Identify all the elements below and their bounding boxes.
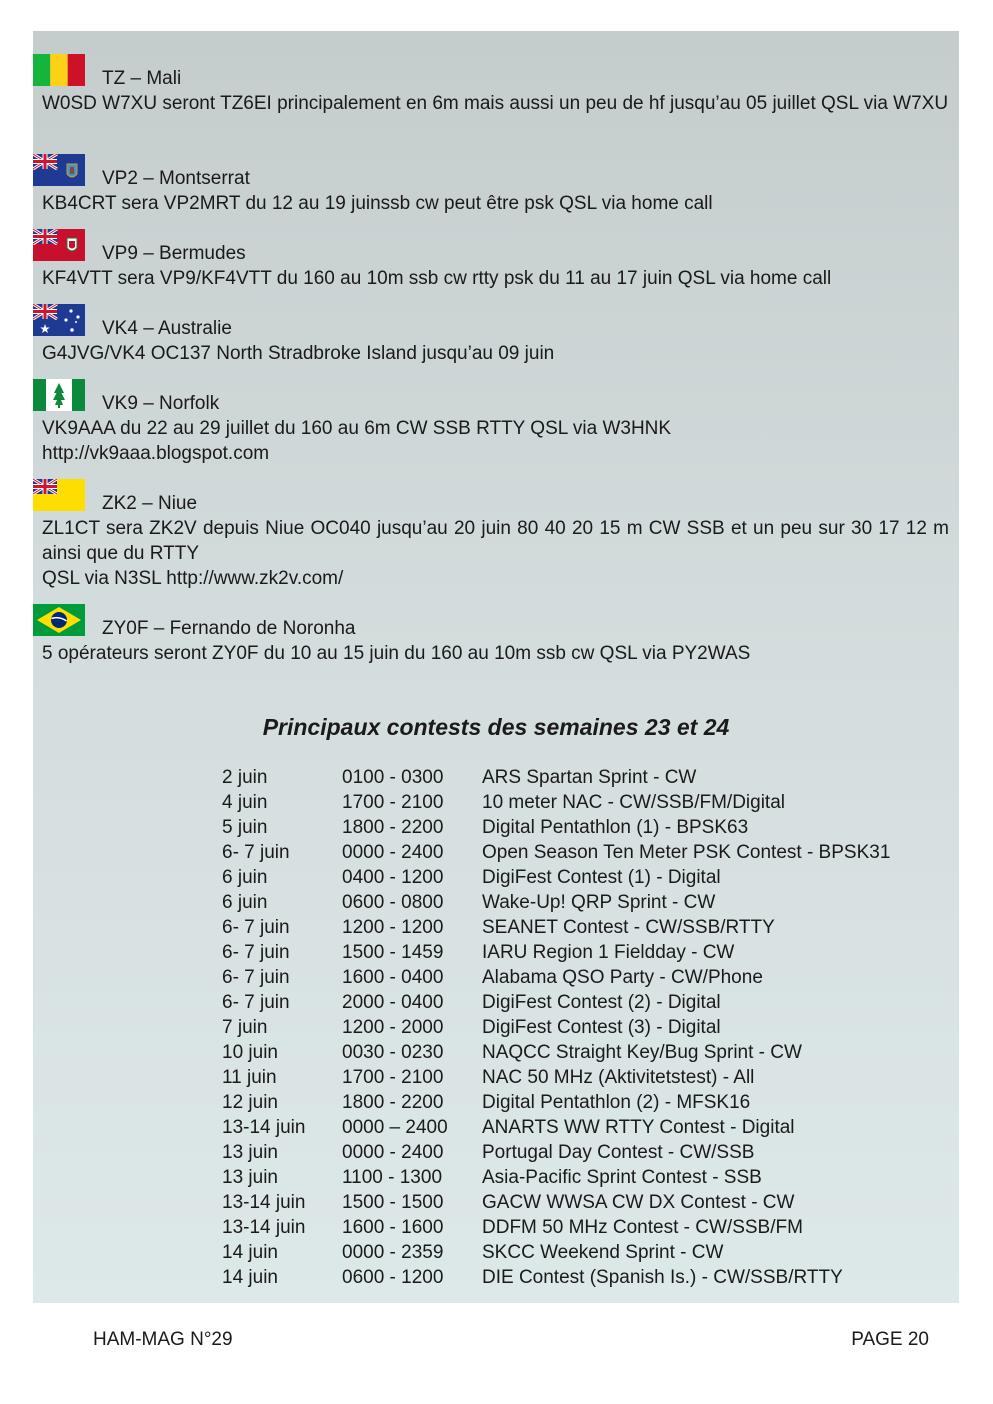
dx-entry-text [42,641,949,666]
dx-entry-text [42,91,949,116]
australia-flag-icon [33,304,85,336]
bermuda-flag-icon [33,229,85,261]
dx-entry-line: KF4VTT sera VP9/KF4VTT du 160 au 10m ssb cw rtty psk du 11 au 17 juin QSL via home call [42,268,832,289]
contest-name: Wake-Up! QRP Sprint - CW [482,892,716,913]
contest-date: 12 juin [222,1092,278,1113]
contest-date: 13-14 juin [222,1217,306,1238]
contest-date: 2 juin [222,767,268,788]
dx-entry-heading: VP2 – Montserrat [102,168,250,189]
contest-date: 7 juin [222,1017,268,1038]
contest-date: 6- 7 juin [222,942,290,963]
contest-name: DDFM 50 MHz Contest - CW/SSB/FM [482,1217,803,1238]
contest-date: 10 juin [222,1042,278,1063]
contest-time: 1600 - 1600 [342,1217,444,1238]
contest-name: Portugal Day Contest - CW/SSB [482,1142,755,1163]
contest-date: 6 juin [222,867,268,888]
contest-date: 6- 7 juin [222,917,290,938]
contest-time: 1700 - 2100 [342,792,444,813]
contest-name: Alabama QSO Party - CW/Phone [482,967,763,988]
contest-time: 1600 - 0400 [342,967,444,988]
contest-time: 1200 - 2000 [342,1017,444,1038]
contest-name: NAC 50 MHz (Aktivitetstest) - All [482,1067,755,1088]
contest-date: 5 juin [222,817,268,838]
contest-name: DigiFest Contest (1) - Digital [482,867,721,888]
dx-entry-line: W0SD W7XU seront TZ6EI principalement en 6m mais aussi un peu de hf jusqu’au 05 juillet QSL via W7XU [42,93,949,114]
contest-date: 6- 7 juin [222,842,290,863]
contest-name: Digital Pentathlon (1) - BPSK63 [482,817,749,838]
contest-date: 11 juin [222,1067,277,1088]
contest-name: SEANET Contest - CW/SSB/RTTY [482,917,775,938]
contest-time: 1800 - 2200 [342,817,444,838]
contest-name: IARU Region 1 Fieldday - CW [482,942,735,963]
dx-entry-heading: ZY0F – Fernando de Noronha [102,618,356,639]
dx-entry-heading: TZ – Mali [102,68,182,89]
dx-entry-line: VK9AAA du 22 au 29 juillet du 160 au 6m CW SSB RTTY QSL via W3HNK [42,418,672,439]
dx-entry-text [42,341,949,366]
contest-name: Asia-Pacific Sprint Contest - SSB [482,1167,762,1188]
contest-time: 1700 - 2100 [342,1067,444,1088]
contest-name: GACW WWSA CW DX Contest - CW [482,1192,795,1213]
dx-entry-line: QSL via N3SL http://www.zk2v.com/ [42,568,344,589]
contest-date: 13-14 juin [222,1117,306,1138]
contest-time: 0000 - 2400 [342,842,444,863]
brazil-flag-icon [33,604,85,636]
contest-date: 6- 7 juin [222,992,290,1013]
contest-name: SKCC Weekend Sprint - CW [482,1242,724,1263]
footer-page-number: PAGE 20 [851,1329,929,1350]
contest-time: 1200 - 1200 [342,917,444,938]
dx-entry-text [42,416,949,466]
niue-flag-icon [33,479,85,511]
dx-entry-line: 5 opérateurs seront ZY0F du 10 au 15 juin du 160 au 10m ssb cw QSL via PY2WAS [42,643,751,664]
dx-entry-line: ZL1CT sera ZK2V depuis Niue OC040 jusqu’au 20 juin 80 40 20 15 m CW SSB et un peu sur 30 17 12 m ainsi que du RTTY [42,518,949,564]
contest-time: 0600 - 0800 [342,892,444,913]
footer-magazine: HAM-MAG N°29 [93,1329,233,1350]
dx-entry-text [42,191,949,216]
dx-entry-heading: VK4 – Australie [102,318,232,339]
contest-date: 6 juin [222,892,268,913]
dx-entry-url: http://vk9aaa.blogspot.com [42,443,270,464]
contest-date: 13-14 juin [222,1192,306,1213]
contest-time: 1500 - 1459 [342,942,444,963]
contest-name: DigiFest Contest (2) - Digital [482,992,721,1013]
contest-name: Digital Pentathlon (2) - MFSK16 [482,1092,751,1113]
dx-entry-text [42,266,949,291]
contest-name: ARS Spartan Sprint - CW [482,767,697,788]
dx-entry-line: G4JVG/VK4 OC137 North Stradbroke Island jusqu’au 09 juin [42,343,555,364]
contest-time: 0000 – 2400 [342,1117,448,1138]
contest-date: 13 juin [222,1167,278,1188]
content-panel [33,31,959,1303]
contest-date: 14 juin [222,1242,278,1263]
contest-time: 1800 - 2200 [342,1092,444,1113]
montserrat-flag-icon [33,154,85,186]
contest-name: DIE Contest (Spanish Is.) - CW/SSB/RTTY [482,1267,843,1288]
contest-date: 6- 7 juin [222,967,290,988]
dx-entry-heading: ZK2 – Niue [102,493,198,514]
contest-time: 1100 - 1300 [342,1167,443,1188]
contest-date: 4 juin [222,792,268,813]
dx-entry-line: KB4CRT sera VP2MRT du 12 au 19 juinssb cw peut être psk QSL via home call [42,193,713,214]
dx-entry-heading: VK9 – Norfolk [102,393,220,414]
contest-time: 0400 - 1200 [342,867,444,888]
dx-entry-text [42,516,949,591]
norfolk-flag-icon [33,379,85,411]
contest-time: 0100 - 0300 [342,767,444,788]
mali-flag-icon [33,54,85,86]
contest-time: 0000 - 2359 [342,1242,444,1263]
contest-time: 2000 - 0400 [342,992,444,1013]
contest-name: 10 meter NAC - CW/SSB/FM/Digital [482,792,785,813]
contest-date: 14 juin [222,1267,278,1288]
dx-entry-heading: VP9 – Bermudes [102,243,246,264]
contest-time: 0030 - 0230 [342,1042,444,1063]
contest-name: Open Season Ten Meter PSK Contest - BPSK31 [482,842,891,863]
contest-time: 1500 - 1500 [342,1192,444,1213]
contest-date: 13 juin [222,1142,278,1163]
contest-name: NAQCC Straight Key/Bug Sprint - CW [482,1042,802,1063]
contest-name: ANARTS WW RTTY Contest - Digital [482,1117,795,1138]
contest-name: DigiFest Contest (3) - Digital [482,1017,721,1038]
contest-time: 0600 - 1200 [342,1267,444,1288]
contests-heading: Principaux contests des semaines 23 et 24 [262,714,730,740]
contest-time: 0000 - 2400 [342,1142,444,1163]
